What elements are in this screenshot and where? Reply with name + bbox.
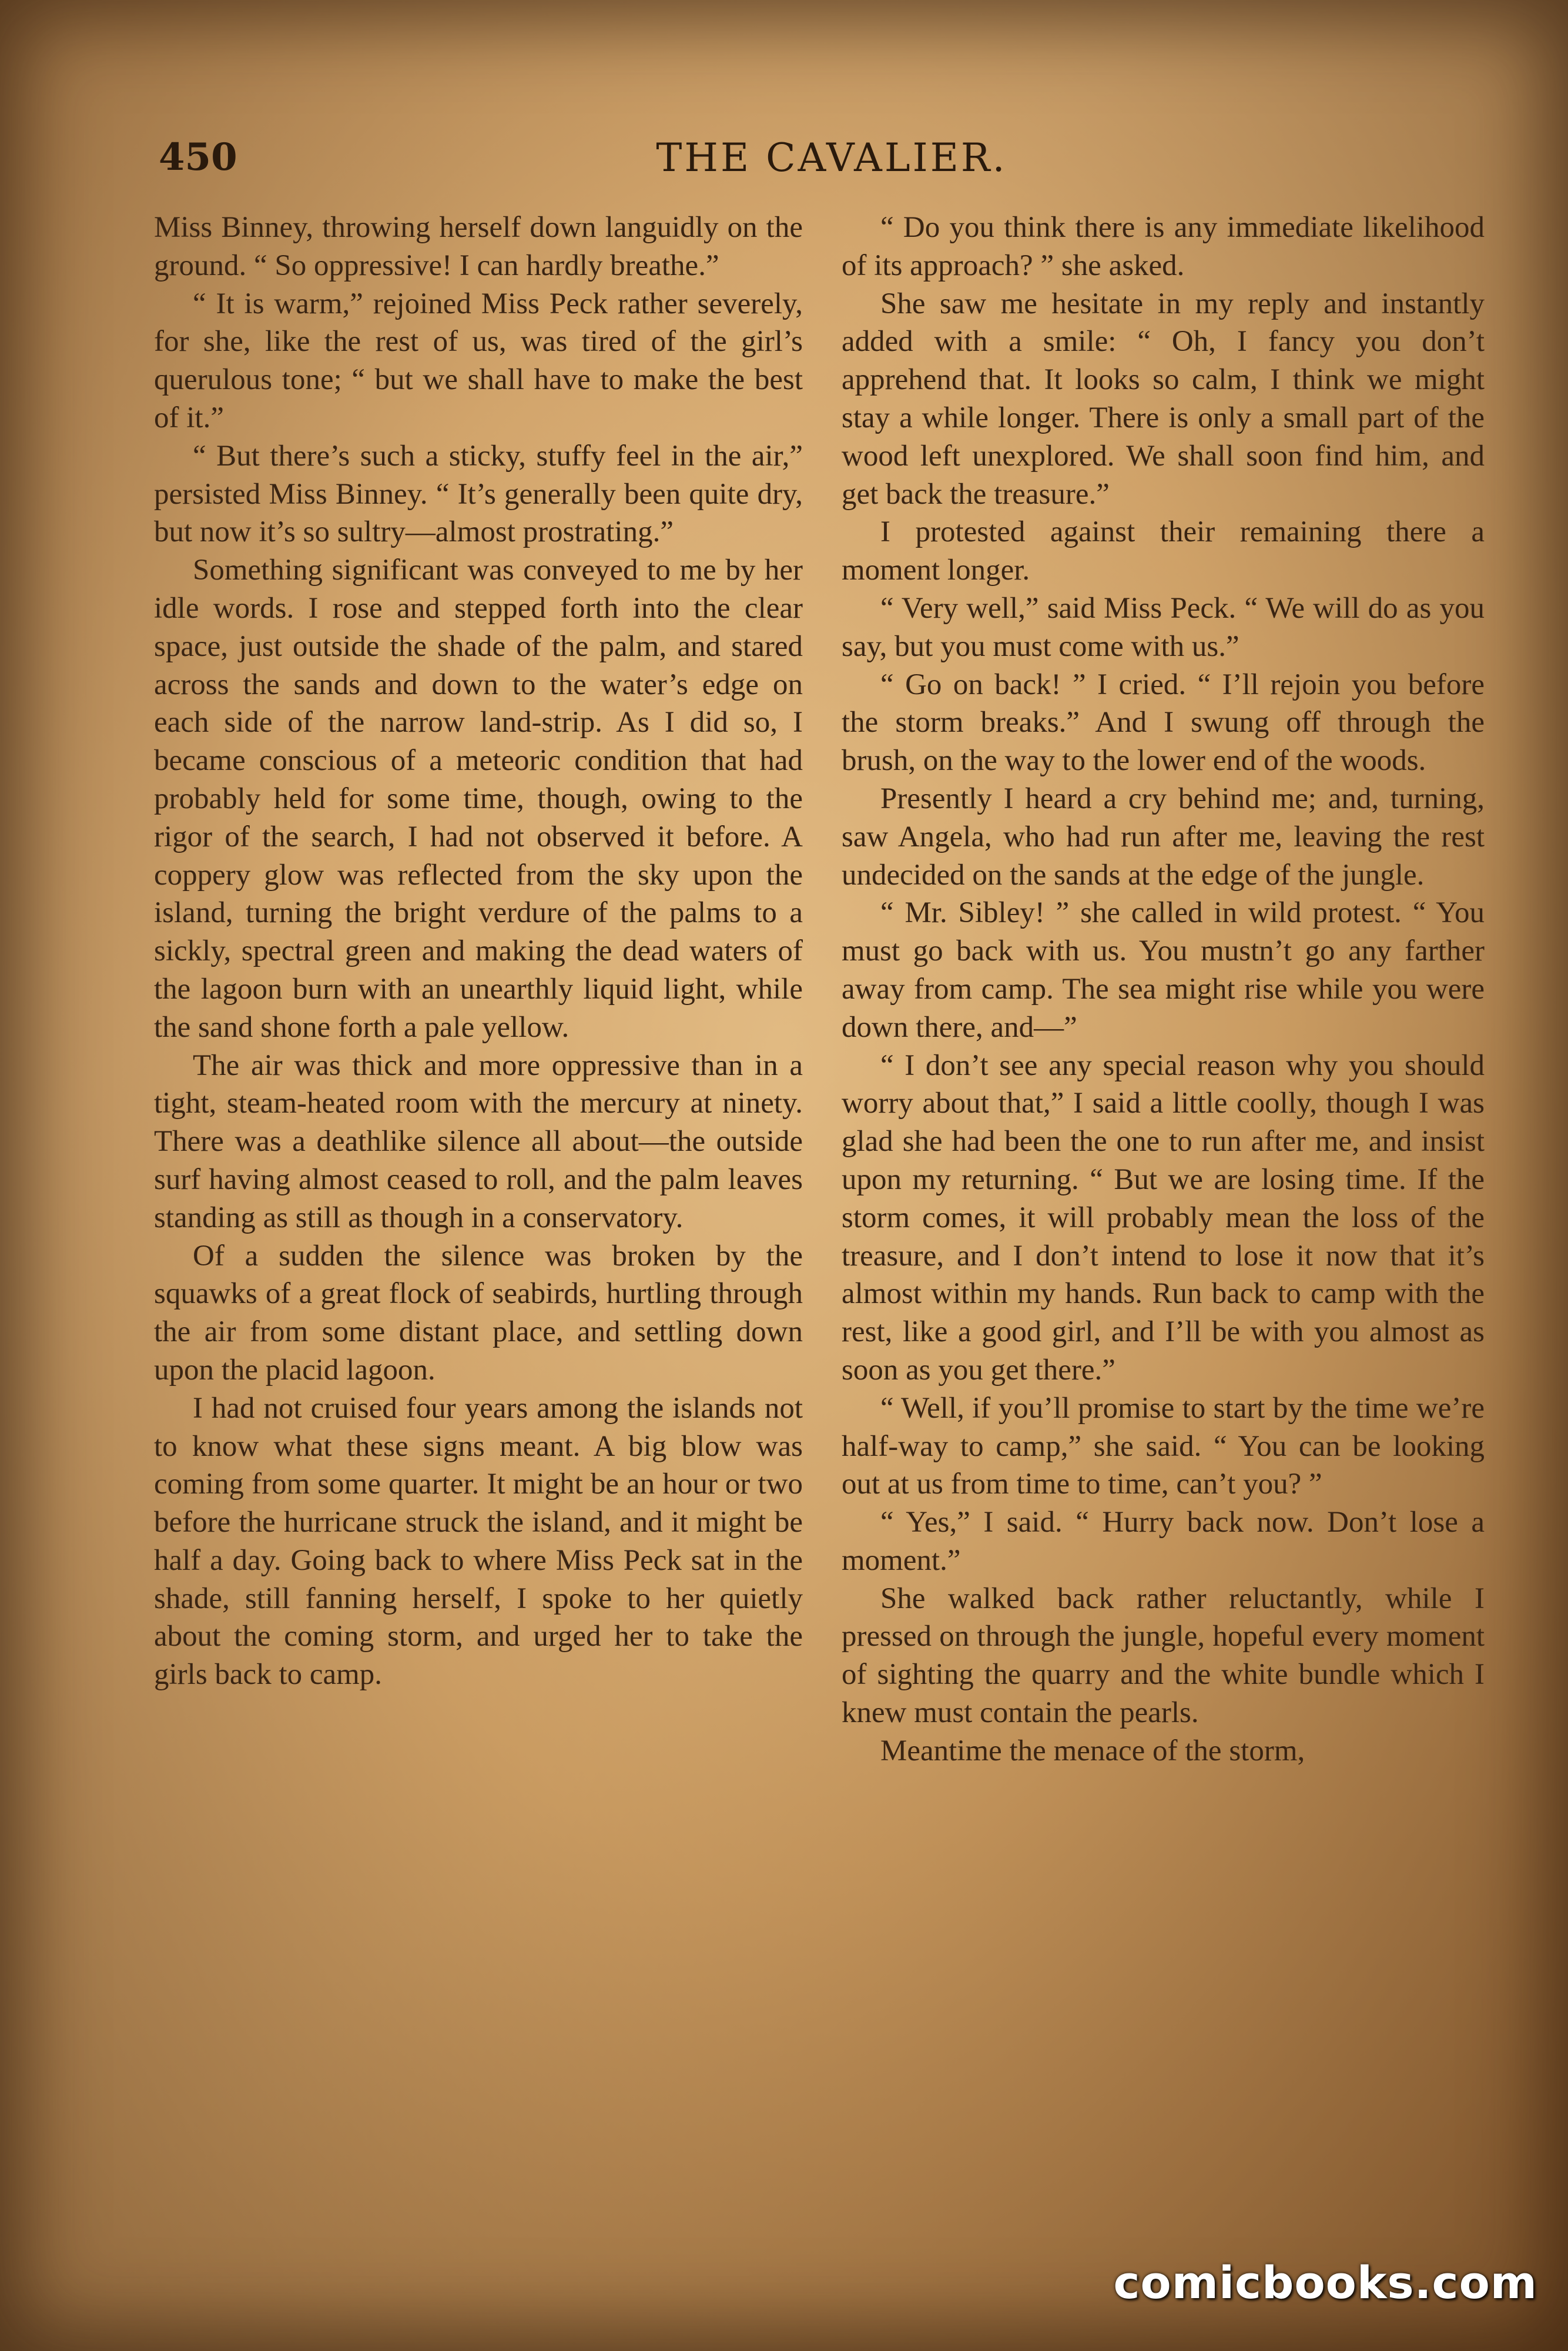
paragraph: She saw me hesitate in my reply and instantly added with a smile: “ Oh, I fancy you don’t apprehend that. It looks so calm, I think we might stay a while longer. There is only a small part of the wood left unexplored. We shall soon find him, and get back the treasure.” xyxy=(842,287,1485,511)
paragraph: “ But there’s such a sticky, stuffy feel in the air,” persisted Miss Binney. “ It’s generally been quite dry, but now it’s so sultry—almost prostrating.” xyxy=(154,439,803,549)
paragraph: “ Yes,” I said. “ Hurry back now. Don’t lose a moment.” xyxy=(842,1506,1485,1577)
page-number: 450 xyxy=(159,135,237,179)
paragraph: I had not cruised four years among the islands not to know what these signs meant. A big blow was coming from some quarter. It might be an hour or two before the hurricane struck the island, and it might be half a day. Going back to where Miss Peck sat in the shade, still fanning herself, I spoke to her quietly about the coming storm, and urged her to take the girls back to camp. xyxy=(154,1391,803,1692)
paragraph: I protested against their remaining there a moment longer. xyxy=(842,515,1485,587)
paragraph: The air was thick and more oppressive than in a tight, steam-heated room with the mercury at ninety. There was a deathlike silence all about—the outside surf having almost ceased to roll, and the palm leaves standing as still as though in a conservatory. xyxy=(154,1049,803,1234)
paragraph: “ Well, if you’ll promise to start by the time we’re half-way to camp,” she said. “ You can be looking out at us from time to time, can’t you? ” xyxy=(842,1391,1485,1501)
left-column xyxy=(154,209,803,1694)
running-title: THE CAVALIER. xyxy=(656,135,1007,180)
paragraph: Miss Binney, throwing herself down languidly on the ground. “ So oppressive! I can hardly breathe.” xyxy=(154,211,803,282)
paragraph: “ Mr. Sibley! ” she called in wild protest. “ You must go back with us. You mustn’t go any farther away from camp. The sea might rise while you were down there, and—” xyxy=(842,896,1485,1044)
paragraph: Of a sudden the silence was broken by the squawks of a great flock of seabirds, hurtling through the air from some distant place, and settling down upon the placid lagoon. xyxy=(154,1239,803,1387)
paragraph: Something significant was conveyed to me by her idle words. I rose and stepped forth into the clear space, just outside the shade of the palm, and stared across the sands and down to the water’s edge on each side of the narrow land-strip. As I did so, I became conscious of a meteoric condition that had probably held for some time, though, owing to the rigor of the search, I had not observed it before. A coppery glow was reflected from the sky upon the island, turning the bright verdure of the palms to a sickly, spectral green and making the dead waters of the lagoon burn with an unearthly liquid light, while the sand shone forth a pale yellow. xyxy=(154,554,803,1044)
paragraph: Meantime the menace of the storm, xyxy=(880,1734,1305,1767)
paragraph: “ Go on back! ” I cried. “ I’ll rejoin you before the storm breaks.” And I swung off through the brush, on the way to the lower end of the woods. xyxy=(842,668,1485,778)
watermark: comicbooks.com xyxy=(1113,2256,1537,2309)
paragraph: “ Do you think there is any immediate likelihood of its approach? ” she asked. xyxy=(842,211,1485,282)
paragraph: “ I don’t see any special reason why you should worry about that,” I said a little coolly, though I was glad she had been the one to run after me, and insist upon my returning. “ But we are losing time. If the storm comes, it will probably mean the loss of the treasure, and I don’t intend to lose it now that it’s almost within my hands. Run back to camp with the rest, like a good girl, and I’ll be with you almost as soon as you get there.” xyxy=(842,1049,1485,1387)
paragraph: Presently I heard a cry behind me; and, turning, saw Angela, who had run after me, leaving the rest undecided on the sands at the edge of the jungle. xyxy=(842,782,1485,892)
page-header xyxy=(159,129,1505,194)
right-column xyxy=(842,209,1485,1770)
paragraph: “ Very well,” said Miss Peck. “ We will do as you say, but you must come with us.” xyxy=(842,591,1485,663)
paragraph: “ It is warm,” rejoined Miss Peck rather severely, for she, like the rest of us, was tired of the girl’s querulous tone; “ but we shall have to make the best of it.” xyxy=(154,287,803,434)
paragraph: She walked back rather reluctantly, while I pressed on through the jungle, hopeful every moment of sighting the quarry and the white bundle which I knew must contain the pearls. xyxy=(842,1582,1485,1730)
